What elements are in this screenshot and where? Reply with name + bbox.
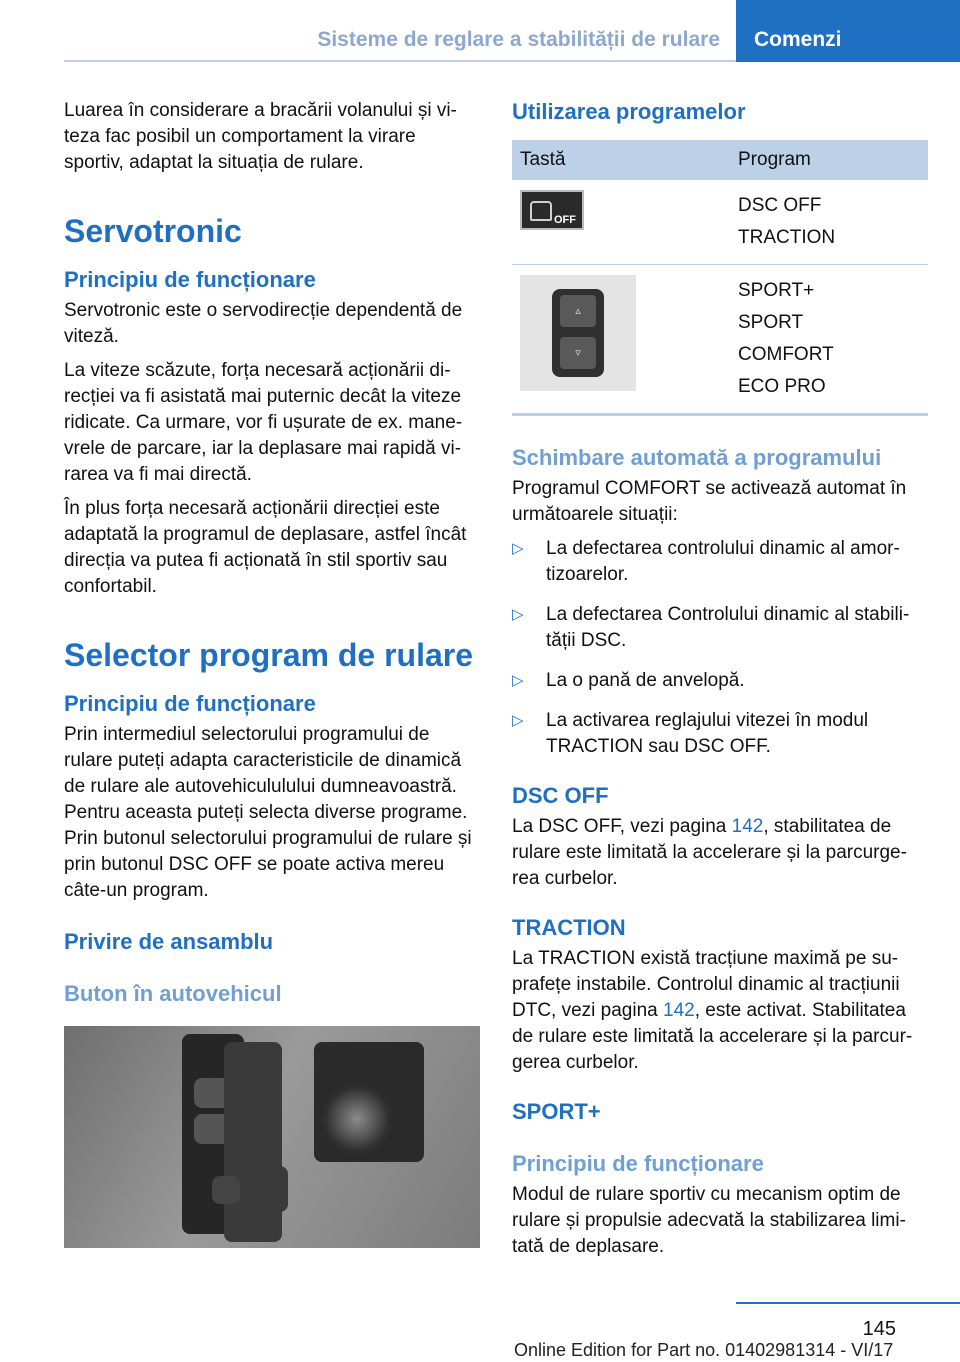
dsc-off-heading: DSC OFF: [512, 783, 609, 808]
sport-plus-paragraph: Modul de rulare sportiv cu mecanism optim de rulare și propulsie adecvată la stabilizarea limitată de deplasare.: [512, 1184, 906, 1257]
table-header-program: Program: [730, 140, 928, 180]
edition-note: Online Edition for Part no. 01402981314 - VI/17: [514, 1340, 894, 1360]
bullet-triangle-icon: ▷: [512, 712, 524, 729]
servotronic-paragraph-2: La viteze scăzute, forța necesară acționării direcției va fi asistată mai puternic decât la viteze ridicate. Ca urmare, vor fi ușurate de ex. manevrele de parcare, iar la deplasare mai rapidă virarea va fi mai directă.: [64, 360, 463, 485]
right-column: [512, 98, 928, 1268]
list-item: ▷ La defectarea Controlului dinamic al stabilității DSC.: [512, 604, 910, 651]
table-cell-program: [730, 180, 928, 265]
rocker-up-arrow-icon: ▵: [560, 295, 596, 327]
program-sport: SPORT: [738, 312, 804, 333]
table-row: [512, 265, 928, 415]
bullet-triangle-icon: ▷: [512, 672, 524, 689]
program-traction: TRACTION: [738, 227, 836, 248]
program-selector-rocker-icon: [520, 275, 636, 391]
servotronic-principle-heading: Principiu de funcționare: [64, 267, 316, 292]
auto-change-list: [512, 536, 928, 760]
left-column: [64, 98, 480, 1248]
header-section-area: [64, 0, 736, 62]
footer-rule: [736, 1302, 960, 1304]
servotronic-heading: Servotronic: [64, 213, 242, 249]
header-chapter-tab: [736, 0, 960, 62]
auto-change-heading: Schimbare automată a programului: [512, 445, 882, 470]
table-cell-key: [512, 265, 730, 415]
table-row: [512, 180, 928, 265]
program-table: [512, 140, 928, 416]
traction-heading: TRACTION: [512, 915, 626, 940]
program-table-header-row: [512, 140, 928, 180]
header-chapter-label: Comenzi: [754, 28, 842, 51]
page-header: [0, 0, 960, 62]
rocker-down-arrow-icon: ▿: [560, 337, 596, 369]
program-dsc-off: DSC OFF: [738, 195, 822, 216]
dsc-off-icon-label: OFF: [554, 214, 576, 226]
center-console-photo: [64, 1026, 480, 1248]
page-number: 145: [862, 1318, 896, 1340]
overview-heading: Privire de ansamblu: [64, 929, 274, 954]
dsc-off-button-icon: [520, 190, 584, 230]
selector-principle-heading: Principiu de funcționare: [64, 691, 316, 716]
button-in-vehicle-heading: Buton în autovehicul: [64, 981, 282, 1006]
intro-paragraph: Luarea în considerare a bracării volanului și viteza fac posibil un comportament la virare sportiv, adaptat la situația de rulare.: [64, 100, 457, 173]
sport-plus-principle-heading: Principiu de funcționare: [512, 1151, 764, 1176]
program-comfort: COMFORT: [738, 344, 834, 365]
usage-heading: Utilizarea programelor: [512, 99, 746, 124]
servotronic-paragraph-1: Servotronic este o servodirecție dependentă de viteză.: [64, 300, 463, 347]
list-item: ▷ La defectarea controlului dinamic al amortizoarelor.: [512, 538, 900, 585]
page-link-142[interactable]: 142: [731, 816, 764, 837]
table-cell-key: [512, 180, 730, 265]
program-sport-plus: SPORT+: [738, 280, 815, 301]
auto-change-paragraph: Programul COMFORT se activează automat în următoarele situații:: [512, 478, 907, 525]
selector-heading: Selector program de rulare: [64, 637, 474, 673]
servotronic-paragraph-3: În plus forța necesară acționării direcției este adaptată la programul de deplasare, astfel încât direcția va putea fi acționată în stil sportiv sau confortabil.: [64, 498, 467, 597]
list-item: ▷ La o pană de anvelopă.: [512, 668, 928, 694]
header-section-title: Sisteme de reglare a stabilității de rulare: [317, 28, 720, 51]
traction-paragraph: La TRACTION există tracțiune maximă pe suprafețe instabile. Controlul dinamic al tracțiunii DTC, vezi pagina 142, este activat. Stabilitatea de rulare este limitată la accelerare și la parcurgerea curbelor.: [512, 948, 913, 1073]
bullet-triangle-icon: ▷: [512, 540, 524, 557]
page-link-142[interactable]: 142: [663, 1000, 695, 1021]
sport-plus-heading: SPORT+: [512, 1099, 601, 1124]
program-eco-pro: ECO PRO: [738, 376, 826, 397]
dsc-off-paragraph: La DSC OFF, vezi pagina 142, stabilitatea de rulare este limitată la accelerare și la parcurgerea curbelor.: [512, 816, 907, 889]
bullet-triangle-icon: ▷: [512, 606, 524, 623]
selector-paragraph: Prin intermediul selectorului programului de rulare puteți adapta caracteristicile de dinamică de rulare ale autovehicululului dumneavoastră. Pentru aceasta puteți selecta diverse programe. Prin butonul selectorului programului de rulare și prin butonul DSC OFF se poate activa mereu câte-un program.: [64, 724, 472, 901]
list-item: ▷ La activarea reglajului vitezei în modul TRACTION sau DSC OFF.: [512, 710, 869, 757]
table-cell-program: [730, 265, 928, 415]
table-header-key: Tastă: [512, 140, 730, 180]
